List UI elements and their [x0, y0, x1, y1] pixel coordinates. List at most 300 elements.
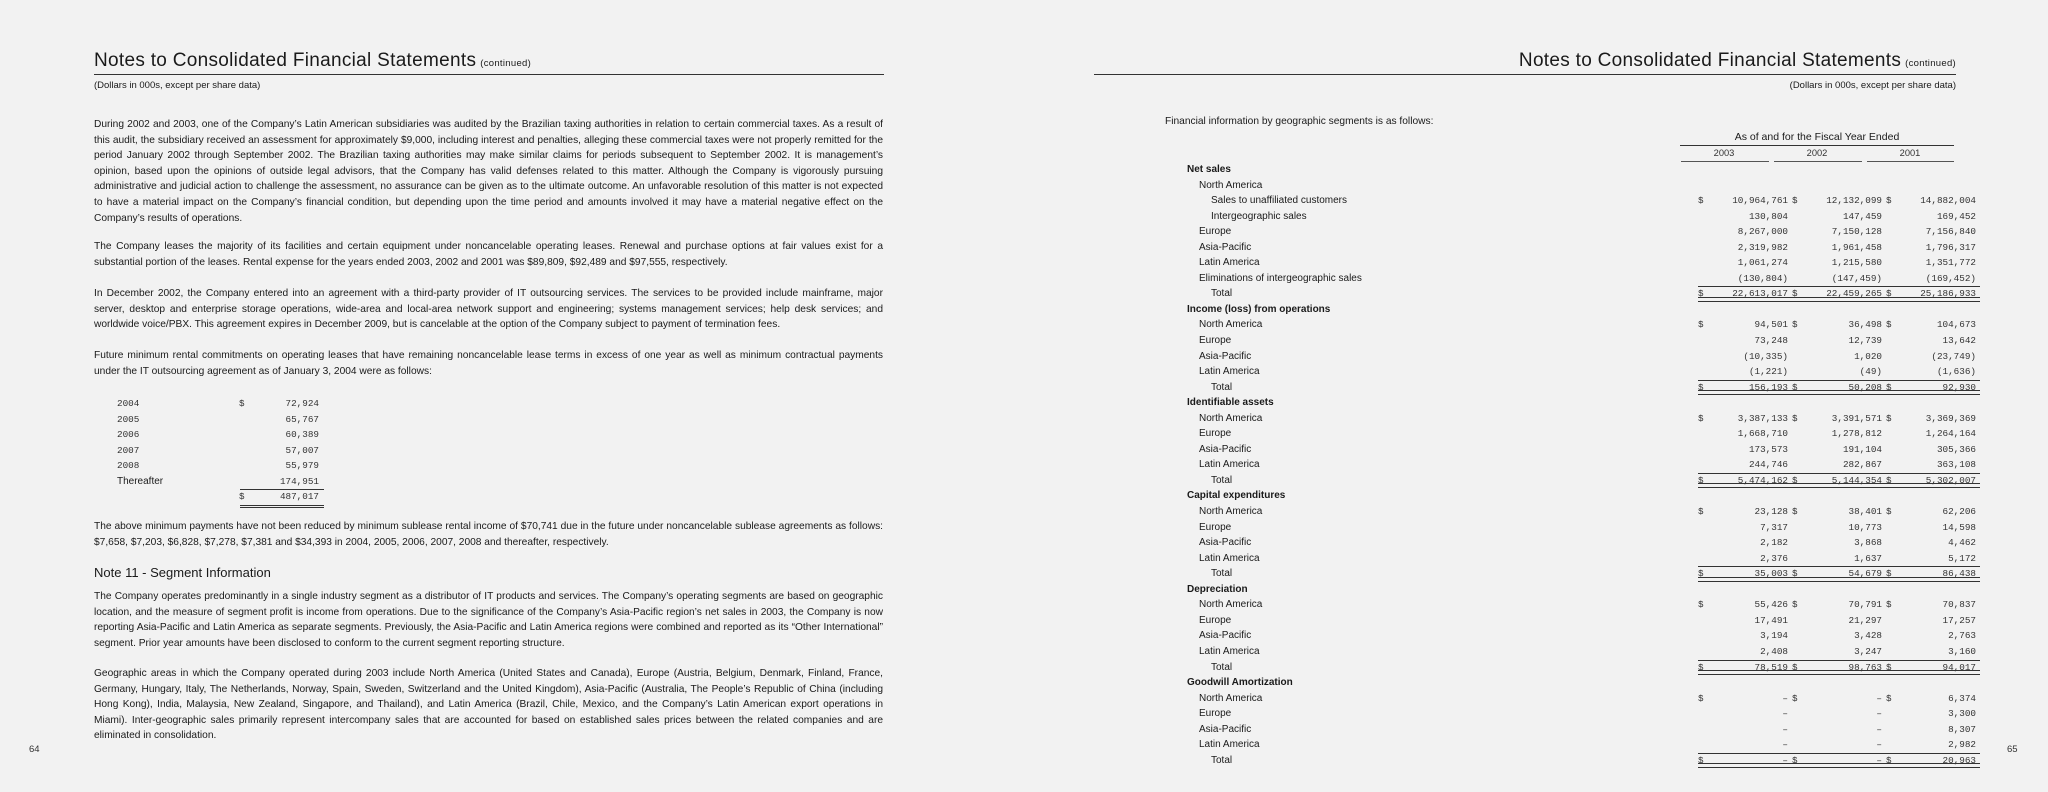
table-row — [1186, 628, 1976, 644]
title-rule — [94, 74, 884, 75]
cell-value: 3,428 — [1854, 630, 1882, 642]
section-heading-row — [1186, 675, 1956, 691]
dollar-sign: $ — [1886, 195, 1892, 207]
dollar-sign: $ — [1886, 568, 1892, 580]
cell-value: 3,247 — [1854, 645, 1882, 657]
table-row — [1186, 426, 1976, 442]
table-row — [1186, 349, 1976, 365]
cell-value: 94,501 — [1754, 319, 1788, 331]
dollar-sign: $ — [239, 491, 245, 502]
rental-amount — [239, 489, 319, 505]
value-cell-2001 — [1886, 644, 1976, 660]
value-cell-2002 — [1792, 442, 1882, 458]
dollar-sign: $ — [1698, 412, 1704, 424]
value-cell-2001 — [1886, 255, 1976, 271]
table-row — [1186, 520, 1976, 536]
dollar-sign: $ — [1886, 319, 1892, 331]
dollar-sign: $ — [1886, 661, 1892, 673]
value-cell-2002 — [1792, 426, 1882, 442]
dollar-sign: $ — [1698, 288, 1704, 300]
table-row — [1186, 551, 1976, 567]
table-row — [1186, 722, 1976, 738]
cell-value: 244,746 — [1748, 459, 1788, 471]
dollar-sign: $ — [1886, 599, 1892, 611]
amount-value: 65,767 — [285, 413, 319, 425]
row-label: Total — [1211, 288, 1233, 300]
value-cell-2001 — [1886, 193, 1976, 209]
section-heading-row — [1186, 582, 1956, 598]
value-cell-2001 — [1886, 722, 1976, 738]
cell-value: 156,193 — [1748, 381, 1788, 393]
value-cell-2001 — [1886, 706, 1976, 722]
cell-value: 3,369,369 — [1925, 412, 1976, 424]
row-label: Total — [1211, 661, 1233, 673]
value-cell-2001 — [1886, 660, 1976, 676]
paragraph-segments: The Company operates predominantly in a single industry segment as a distributor of IT products and services. The Company’s operating segments are based on geographic location, and the measure of segment profit is income from operations. Due to the significance of the Company’s Asia-Pacific region’s net sales in 2003, the Company is now reporting Asia-Pacific and Latin America as separate segments. Previously, the Asia-Pacific and Latin America regions were combined and reported as its “Other International” segment. Prior year amounts have been disclosed to conform to the current segment reporting structure. — [94, 591, 883, 649]
section-heading-row — [1186, 395, 1956, 411]
row-label: Income (loss) from operations — [1187, 303, 1331, 315]
row-label: North America — [1199, 179, 1263, 191]
value-cell-2002 — [1792, 224, 1882, 240]
dollar-sign: $ — [1792, 319, 1798, 331]
dollar-sign: $ — [1886, 754, 1892, 766]
table-row — [1186, 691, 1976, 707]
dollar-sign: $ — [1886, 692, 1892, 704]
cell-value: – — [1782, 739, 1788, 751]
cell-value: (1,636) — [1936, 366, 1976, 378]
cell-value: 94,017 — [1942, 661, 1976, 673]
cell-value: 13,642 — [1942, 335, 1976, 347]
value-cell-2002 — [1792, 317, 1882, 333]
value-cell-2002 — [1792, 520, 1882, 536]
value-cell-2002 — [1792, 473, 1882, 489]
table-row — [1186, 255, 1976, 271]
cell-value: 3,387,133 — [1737, 412, 1788, 424]
value-cell-2002 — [1792, 240, 1882, 256]
dollar-sign: $ — [1886, 474, 1892, 486]
cell-value: 36,498 — [1848, 319, 1882, 331]
cell-value: 10,964,761 — [1732, 195, 1788, 207]
continued-label: (continued) — [480, 58, 532, 69]
amount-value: 487,017 — [279, 491, 319, 502]
value-cell-2003 — [1698, 520, 1788, 536]
cell-value: 4,462 — [1948, 537, 1976, 549]
row-label: North America — [1199, 319, 1263, 331]
cell-value: 282,867 — [1842, 459, 1882, 471]
value-cell-2002 — [1792, 597, 1882, 613]
header-rule — [1680, 145, 1954, 146]
value-cell-2001 — [1886, 426, 1976, 442]
row-label: Latin America — [1199, 739, 1260, 751]
row-label: Europe — [1199, 335, 1232, 347]
cell-value: 70,837 — [1942, 599, 1976, 611]
cell-value: 22,459,265 — [1826, 288, 1882, 300]
value-cell-2002 — [1792, 722, 1882, 738]
row-label: Europe — [1199, 521, 1232, 533]
rental-amount — [239, 474, 319, 490]
amount-value: 72,924 — [285, 398, 319, 409]
cell-value: 10,773 — [1848, 521, 1882, 533]
cell-value: 3,160 — [1948, 645, 1976, 657]
table-row — [1186, 193, 1976, 209]
cell-value: 62,206 — [1942, 506, 1976, 518]
row-label: Goodwill Amortization — [1187, 677, 1293, 689]
cell-value: 3,868 — [1854, 537, 1882, 549]
value-cell-2001 — [1886, 628, 1976, 644]
row-label: Net sales — [1187, 164, 1231, 175]
cell-value: 147,459 — [1842, 210, 1882, 222]
year-header-2001: 2001 — [1899, 148, 1921, 158]
paragraph-leases: The Company leases the majority of its facilities and certain equipment under noncancelable operating leases. Renewal and purchase options at fair values exist for a substantial portion of the leases. Rental expense for the years ended 2003, 2002 and 2001 was $89,809, $92,489 and $97,555, respectively. — [94, 241, 883, 268]
table-row — [1186, 364, 1976, 380]
dollar-sign: $ — [1792, 754, 1798, 766]
table-row — [1186, 644, 1976, 660]
row-label: Total — [1211, 568, 1233, 580]
value-cell-2003 — [1698, 473, 1788, 489]
dollar-sign: $ — [1792, 568, 1798, 580]
cell-value: (10,335) — [1743, 350, 1788, 362]
segment-table — [1186, 162, 1976, 768]
value-cell-2003 — [1698, 706, 1788, 722]
value-cell-2002 — [1792, 660, 1882, 676]
row-label: Total — [1211, 754, 1233, 766]
value-cell-2001 — [1886, 209, 1976, 225]
value-cell-2001 — [1886, 457, 1976, 473]
paragraph-geographic-areas: Geographic areas in which the Company operated during 2003 include North America (United States and Canada), Europe (Austria, Belgium, Denmark, Finland, France, Germany, Hungary, Italy, The Netherlands, Norway, Spain, Sweden, Switzerland and the United Kingdom), Asia-Pacific (Australia, The People’s Republic of China (including Hong Kong), India, Malaysia, New Zealand, Singapore, and Thailand), and Latin America (Brazil, Chile, Mexico, and the Company’s Latin American export operations in Miami). Inter-geographic sales primarily represent intercompany sales that are accounted for based on established sales prices between the related companies and are eliminated in consolidation. — [94, 668, 883, 742]
value-cell-2002 — [1792, 349, 1882, 365]
value-cell-2002 — [1792, 333, 1882, 349]
cell-value: – — [1876, 754, 1882, 766]
cell-value: 21,297 — [1848, 614, 1882, 626]
cell-value: 8,267,000 — [1737, 226, 1788, 238]
cell-value: 7,156,840 — [1925, 226, 1976, 238]
total-row — [1186, 286, 1976, 302]
cell-value: 305,366 — [1936, 443, 1976, 455]
cell-value: 130,804 — [1748, 210, 1788, 222]
value-cell-2002 — [1792, 286, 1882, 302]
value-cell-2001 — [1886, 317, 1976, 333]
cell-value: 5,144,354 — [1831, 474, 1882, 486]
cell-value: – — [1876, 739, 1882, 751]
value-cell-2003 — [1698, 551, 1788, 567]
section-heading-row — [1186, 302, 1956, 318]
value-cell-2003 — [1698, 255, 1788, 271]
value-cell-2001 — [1886, 240, 1976, 256]
row-label: Asia-Pacific — [1199, 241, 1252, 253]
total-row — [1186, 660, 1976, 676]
segment-table-intro: Financial information by geographic segments is as follows: — [1165, 116, 1434, 127]
cell-value: 17,491 — [1754, 614, 1788, 626]
table-row — [1186, 442, 1976, 458]
dollar-sign: $ — [1886, 506, 1892, 518]
year-header-2003: 2003 — [1713, 148, 1735, 158]
rental-year: 2005 — [117, 413, 140, 425]
row-label: Europe — [1199, 614, 1232, 626]
value-cell-2003 — [1698, 209, 1788, 225]
cell-value: (49) — [1859, 366, 1882, 378]
cell-value: 7,317 — [1760, 521, 1788, 533]
section-heading-row — [1186, 162, 1956, 178]
value-cell-2002 — [1792, 193, 1882, 209]
row-label: North America — [1199, 692, 1263, 704]
cell-value: 1,796,317 — [1925, 241, 1976, 253]
cell-value: (23,749) — [1931, 350, 1976, 362]
cell-value: 3,391,571 — [1831, 412, 1882, 424]
value-cell-2002 — [1792, 364, 1882, 380]
value-cell-2003 — [1698, 737, 1788, 753]
dollar-sign: $ — [1792, 661, 1798, 673]
rental-year: Thereafter — [117, 475, 164, 487]
row-label: Intergeographic sales — [1211, 210, 1307, 222]
value-cell-2002 — [1792, 753, 1882, 769]
row-label: Asia-Pacific — [1199, 537, 1252, 549]
value-cell-2003 — [1698, 426, 1788, 442]
cell-value: 25,186,933 — [1920, 288, 1976, 300]
value-cell-2003 — [1698, 566, 1788, 582]
value-cell-2001 — [1886, 380, 1976, 396]
cell-value: 5,172 — [1948, 552, 1976, 564]
dollar-sign: $ — [1792, 506, 1798, 518]
value-cell-2001 — [1886, 286, 1976, 302]
total-row — [1186, 566, 1976, 582]
row-label: Depreciation — [1187, 583, 1248, 595]
cell-value: – — [1782, 708, 1788, 720]
cell-value: – — [1876, 692, 1882, 704]
table-row — [1186, 240, 1976, 256]
cell-value: 8,307 — [1948, 723, 1976, 735]
value-cell-2001 — [1886, 504, 1976, 520]
rental-amount — [239, 427, 319, 443]
dollar-sign: $ — [1698, 754, 1704, 766]
cell-value: (1,221) — [1748, 366, 1788, 378]
total-double-rule — [240, 505, 324, 508]
value-cell-2001 — [1886, 333, 1976, 349]
amount-value: 60,389 — [285, 429, 319, 440]
value-cell-2002 — [1792, 613, 1882, 629]
rental-amount — [239, 443, 319, 459]
cell-value: 1,264,164 — [1925, 428, 1976, 440]
section-heading-row — [1186, 488, 1956, 504]
cell-value: (147,459) — [1831, 272, 1882, 284]
cell-value: 7,150,128 — [1831, 226, 1882, 238]
value-cell-2003 — [1698, 457, 1788, 473]
table-row — [1186, 209, 1976, 225]
row-label: Total — [1211, 381, 1233, 393]
value-cell-2003 — [1698, 660, 1788, 676]
value-cell-2001 — [1886, 349, 1976, 365]
value-cell-2002 — [1792, 566, 1882, 582]
table-row — [1186, 317, 1976, 333]
cell-value: 12,739 — [1848, 335, 1882, 347]
cell-value: 14,598 — [1942, 521, 1976, 533]
amount-value: 174,951 — [279, 475, 319, 487]
cell-value: 54,679 — [1848, 568, 1882, 580]
cell-value: 92,930 — [1942, 381, 1976, 393]
value-cell-2001 — [1886, 737, 1976, 753]
table-row — [1186, 333, 1976, 349]
amount-value: 57,007 — [285, 444, 319, 456]
value-cell-2003 — [1698, 644, 1788, 660]
table-row — [1186, 504, 1976, 520]
value-cell-2001 — [1886, 753, 1976, 769]
row-label: North America — [1199, 506, 1263, 518]
cell-value: (169,452) — [1925, 272, 1976, 284]
cell-value: 2,182 — [1760, 537, 1788, 549]
value-cell-2001 — [1886, 613, 1976, 629]
row-label: Europe — [1199, 708, 1232, 720]
row-label: Latin America — [1199, 552, 1260, 564]
paragraph-brazil-audit: During 2002 and 2003, one of the Company’s Latin American subsidiaries was audited by the Brazilian taxing authorities in relation to certain commercial taxes. As a result of this audit, the subsidiary received an assessment for approximately $9,000, including interest and penalties, alleging these commercial taxes were not properly remitted for the period January 2002 through September 2002. The Brazilian taxing authorities may make similar claims for periods subsequent to September 2002. It is management’s opinion, based upon the opinions of outside legal advisors, that the Company has valid defenses related to this matter. Although the Company is vigorously pursuing administrative and judicial action to challenge the assessment, no assurance can be given as to the ultimate outcome. An unfavorable resolution of this matter is not expected to have a material impact on the Company’s financial condition, but depending upon the time period and amounts involved it may have a material negative effect on the Company’s results of operations. — [94, 119, 883, 224]
row-label: Europe — [1199, 428, 1232, 440]
value-cell-2001 — [1886, 271, 1976, 287]
row-label: Total — [1211, 474, 1233, 486]
row-label: Capital expenditures — [1187, 490, 1286, 502]
rental-amount — [239, 412, 319, 428]
cell-value: 73,248 — [1754, 335, 1788, 347]
cell-value: 104,673 — [1936, 319, 1976, 331]
row-label: Europe — [1199, 226, 1232, 238]
table-row — [1186, 224, 1976, 240]
cell-value: 86,438 — [1942, 568, 1976, 580]
cell-value: 78,519 — [1754, 661, 1788, 673]
title-rule — [1094, 74, 1956, 75]
value-cell-2002 — [1792, 691, 1882, 707]
cell-value: – — [1876, 723, 1882, 735]
cell-value: 2,319,982 — [1737, 241, 1788, 253]
value-cell-2003 — [1698, 722, 1788, 738]
value-cell-2003 — [1698, 349, 1788, 365]
value-cell-2003 — [1698, 411, 1788, 427]
cell-value: 1,351,772 — [1925, 257, 1976, 269]
cell-value: 2,763 — [1948, 630, 1976, 642]
units-note: (Dollars in 000s, except per share data) — [1789, 80, 1956, 91]
table-row — [1186, 271, 1976, 287]
value-cell-2002 — [1792, 255, 1882, 271]
rental-year: 2007 — [117, 444, 140, 456]
dollar-sign: $ — [1698, 568, 1704, 580]
cell-value: 2,408 — [1760, 645, 1788, 657]
cell-value: 55,426 — [1754, 599, 1788, 611]
amount-value: 55,979 — [285, 460, 319, 471]
value-cell-2003 — [1698, 193, 1788, 209]
cell-value: 5,474,162 — [1737, 474, 1788, 486]
cell-value: 3,194 — [1760, 630, 1788, 642]
value-cell-2003 — [1698, 224, 1788, 240]
dollar-sign: $ — [239, 398, 245, 409]
cell-value: – — [1876, 708, 1882, 720]
dollar-sign: $ — [1698, 506, 1704, 518]
cell-value: 5,302,007 — [1925, 474, 1976, 486]
value-cell-2003 — [1698, 380, 1788, 396]
rental-amount — [239, 396, 319, 412]
dollar-sign: $ — [1792, 412, 1798, 424]
value-cell-2001 — [1886, 364, 1976, 380]
value-cell-2001 — [1886, 566, 1976, 582]
value-cell-2002 — [1792, 504, 1882, 520]
value-cell-2003 — [1698, 442, 1788, 458]
rental-amount — [239, 458, 319, 474]
cell-value: 22,613,017 — [1732, 288, 1788, 300]
row-label: Sales to unaffiliated customers — [1211, 195, 1348, 207]
cell-value: 1,668,710 — [1737, 428, 1788, 440]
dollar-sign: $ — [1698, 692, 1704, 704]
dollar-sign: $ — [1792, 195, 1798, 207]
cell-value: 1,637 — [1854, 552, 1882, 564]
page-number: 65 — [2007, 744, 2018, 755]
value-cell-2003 — [1698, 286, 1788, 302]
cell-value: 6,374 — [1948, 692, 1976, 704]
cell-value: 17,257 — [1942, 614, 1976, 626]
paragraph-rental-commitments: Future minimum rental commitments on operating leases that have remaining noncancelable lease terms in excess of one year as well as minimum contractual payments under the IT outsourcing agreement as of January 3, 2004 were as follows: — [94, 350, 883, 377]
value-cell-2002 — [1792, 209, 1882, 225]
value-cell-2002 — [1792, 628, 1882, 644]
cell-value: 35,003 — [1754, 568, 1788, 580]
value-cell-2002 — [1792, 644, 1882, 660]
row-label: North America — [1199, 412, 1263, 424]
value-cell-2001 — [1886, 597, 1976, 613]
row-label: Identifiable assets — [1187, 397, 1274, 409]
cell-value: – — [1782, 692, 1788, 704]
dollar-sign: $ — [1792, 599, 1798, 611]
dollar-sign: $ — [1698, 319, 1704, 331]
value-cell-2002 — [1792, 706, 1882, 722]
row-label: Asia-Pacific — [1199, 350, 1252, 362]
rental-year: 2004 — [117, 398, 140, 409]
value-cell-2003 — [1698, 613, 1788, 629]
cell-value: 1,020 — [1854, 350, 1882, 362]
value-cell-2001 — [1886, 551, 1976, 567]
cell-value: 14,882,004 — [1920, 195, 1976, 207]
row-label: Asia-Pacific — [1199, 443, 1252, 455]
row-label: Asia-Pacific — [1199, 723, 1252, 735]
dollar-sign: $ — [1792, 288, 1798, 300]
continued-label: (continued) — [1905, 58, 1956, 69]
cell-value: 173,573 — [1748, 443, 1788, 455]
total-row — [1186, 753, 1976, 769]
cell-value: 1,215,580 — [1831, 257, 1882, 269]
value-cell-2001 — [1886, 411, 1976, 427]
table-row — [1186, 535, 1976, 551]
cell-value: (130,804) — [1737, 272, 1788, 284]
paragraph-outsourcing: In December 2002, the Company entered into an agreement with a third-party provider of IT outsourcing services. The services to be provided include mainframe, major server, desktop and enterprise storage operations, wide-area and local-area network support and engineering; systems management services; help desk services; and worldwide voice/PBX. This agreement expires in December 2009, but is cancelable at the option of the Company subject to payment of termination fees. — [94, 288, 883, 331]
value-cell-2003 — [1698, 691, 1788, 707]
dollar-sign: $ — [1698, 381, 1704, 393]
total-row — [1186, 380, 1976, 396]
table-row — [1186, 613, 1976, 629]
value-cell-2003 — [1698, 597, 1788, 613]
value-cell-2003 — [1698, 535, 1788, 551]
value-cell-2001 — [1886, 473, 1976, 489]
value-cell-2001 — [1886, 442, 1976, 458]
cell-value: – — [1782, 754, 1788, 766]
value-cell-2003 — [1698, 317, 1788, 333]
cell-value: 38,401 — [1848, 506, 1882, 518]
value-cell-2003 — [1698, 504, 1788, 520]
fiscal-year-header: As of and for the Fiscal Year Ended — [1734, 131, 1900, 143]
value-cell-2003 — [1698, 628, 1788, 644]
value-cell-2002 — [1792, 380, 1882, 396]
dollar-sign: $ — [1698, 195, 1704, 207]
dollar-sign: $ — [1792, 474, 1798, 486]
table-row — [1186, 706, 1976, 722]
dollar-sign: $ — [1698, 661, 1704, 673]
year-header-2002: 2002 — [1806, 148, 1828, 158]
cell-value: 1,061,274 — [1737, 257, 1788, 269]
value-cell-2002 — [1792, 535, 1882, 551]
dollar-sign: $ — [1698, 474, 1704, 486]
cell-value: 12,132,099 — [1826, 195, 1882, 207]
table-row — [1186, 737, 1976, 753]
